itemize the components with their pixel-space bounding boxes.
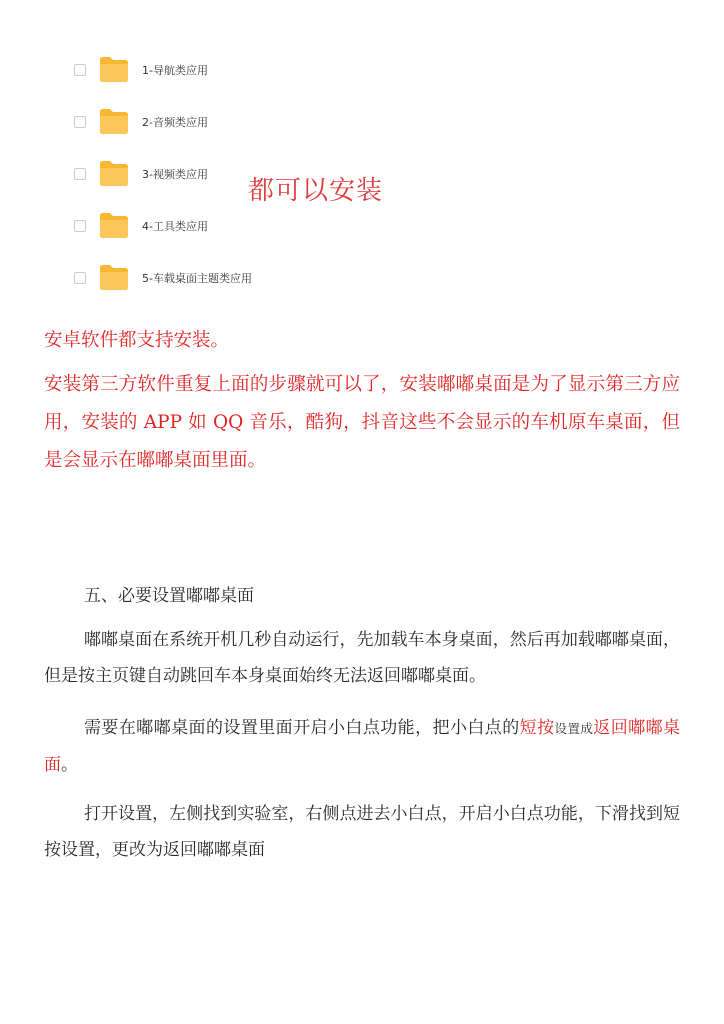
para2-short-press: 短按	[519, 718, 555, 738]
folder-label: 1-导航类应用	[142, 64, 208, 77]
folder-icon	[98, 158, 130, 188]
folder-icon	[98, 262, 130, 292]
para2-set-to: 设置成	[554, 721, 594, 736]
red-paragraph-2: 安装第三方软件重复上面的步骤就可以了，安装嘟嘟桌面是为了显示第三方应用，安装的 APP 如 QQ 音乐，酷狗，抖音这些不会显示的车机原车桌面，但是会显示在嘟嘟桌面里面。	[44, 374, 680, 471]
folder-icon	[98, 106, 130, 136]
body-paragraph-2	[44, 710, 680, 783]
folder-row[interactable]	[72, 206, 372, 258]
folder-label: 5-车载桌面主题类应用	[142, 272, 252, 285]
para2-return-desktop: 返回嘟嘟桌面	[44, 718, 681, 775]
folder-row[interactable]	[72, 102, 372, 154]
red-paragraph-1: 安卓软件都支持安装。	[44, 330, 230, 351]
folder-label: 2-音频类应用	[142, 116, 208, 129]
folder-icon	[98, 54, 130, 84]
folder-label: 3-视频类应用	[142, 168, 208, 181]
checkbox[interactable]	[74, 116, 86, 128]
body-paragraph-3: 打开设置，左侧找到实验室，右侧点进去小白点，开启小白点功能，下滑找到短按设置，更改为返回嘟嘟桌面	[44, 804, 680, 860]
folder-row[interactable]	[72, 50, 372, 102]
install-note-stamp: 都可以安装	[248, 176, 384, 206]
section-heading: 五、必要设置嘟嘟桌面	[84, 586, 254, 606]
para2-text-a: 需要在嘟嘟桌面的设置里面开启小白点功能，把小白点的	[84, 718, 520, 738]
checkbox[interactable]	[74, 220, 86, 232]
folder-row[interactable]	[72, 258, 372, 310]
checkbox[interactable]	[74, 272, 86, 284]
para2-period: 。	[61, 755, 78, 775]
checkbox[interactable]	[74, 64, 86, 76]
body-paragraph-1: 嘟嘟桌面在系统开机几秒自动运行，先加载车本身桌面，然后再加载嘟嘟桌面，但是按主页键自动跳回车本身桌面始终无法返回嘟嘟桌面。	[44, 630, 680, 686]
folder-label: 4-工具类应用	[142, 220, 208, 233]
checkbox[interactable]	[74, 168, 86, 180]
folder-icon	[98, 210, 130, 240]
